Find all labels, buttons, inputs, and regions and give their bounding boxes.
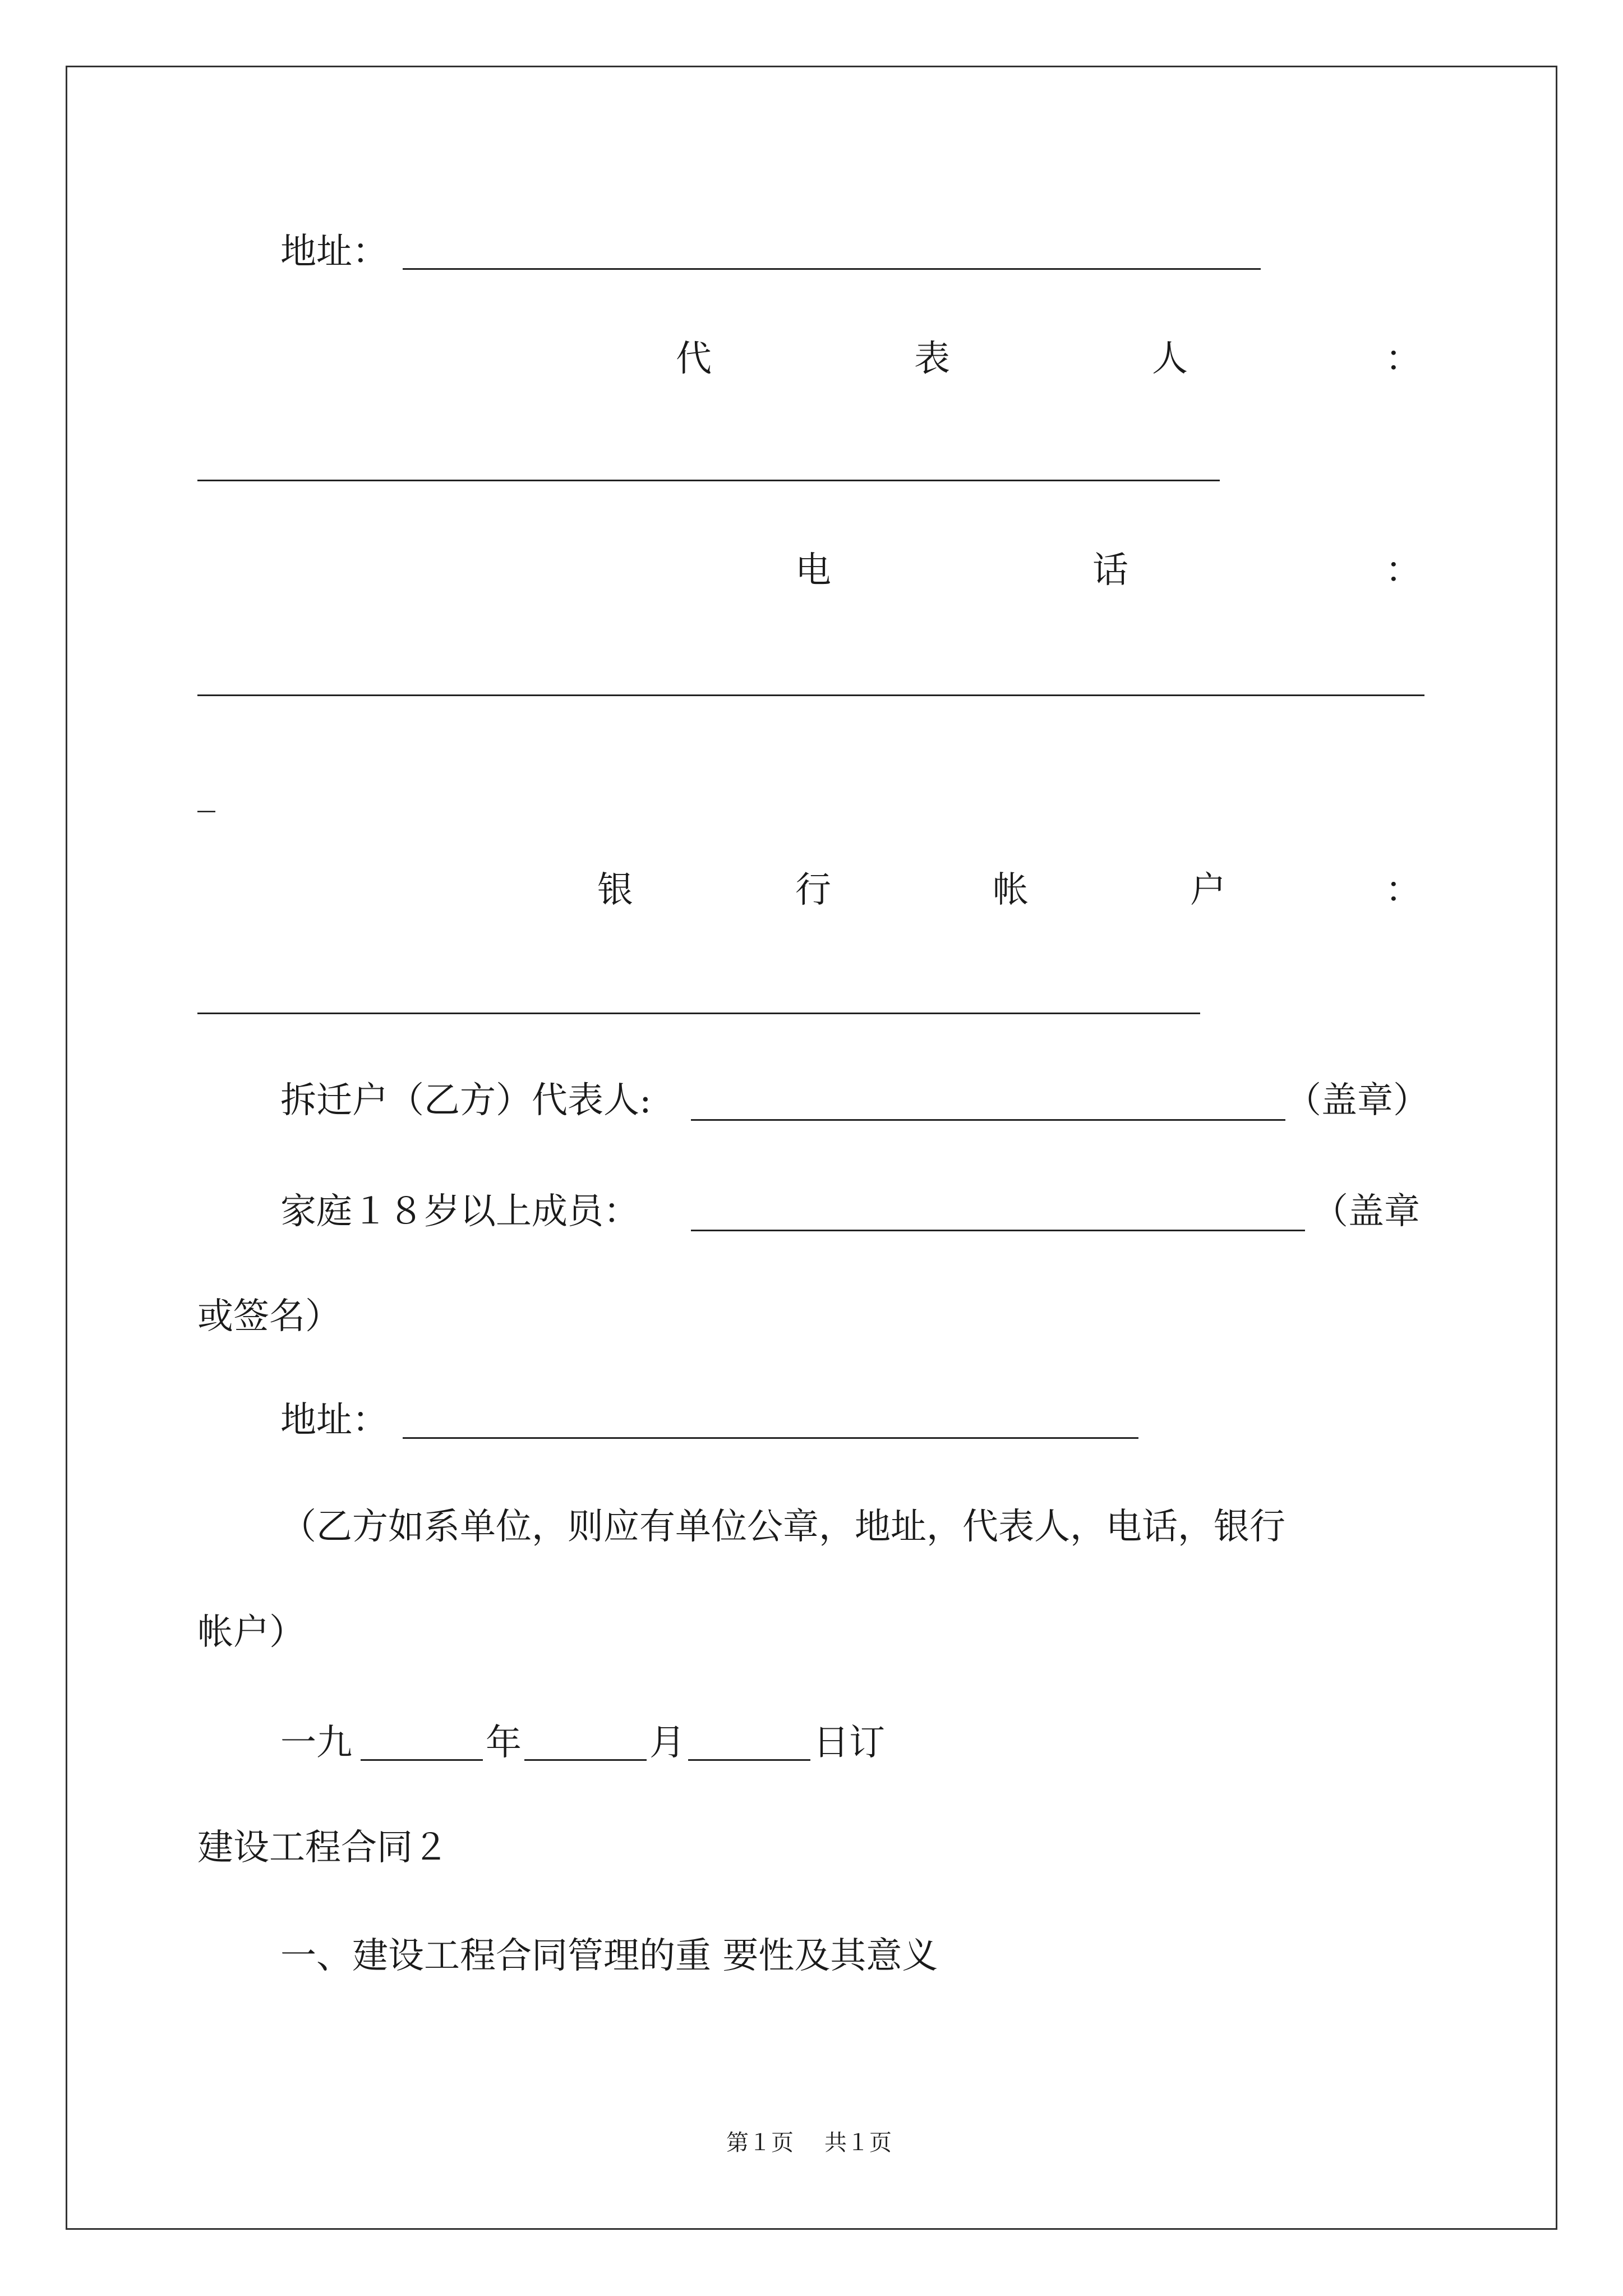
party-a-rep-colon: ： — [1385, 338, 1421, 380]
party-b-family-seal: （盖章 — [1312, 1191, 1420, 1232]
party-b-family-blank[interactable] — [691, 1230, 1305, 1231]
section-heading: 一、建设工程合同管理的重 要性及其意义 — [280, 1935, 938, 1977]
page-border — [66, 66, 1557, 2230]
party-b-note: （乙方如系单位，则应有单位公章，地址，代表人，电话，银行 — [280, 1506, 1285, 1548]
party-b-note-cont: 帐户） — [197, 1612, 305, 1653]
footer-page-current: 第１页 — [726, 2130, 794, 2156]
party-b-rep-label: 拆迁户（乙方）代表人: — [280, 1080, 652, 1121]
party-a-address-blank[interactable] — [403, 268, 1261, 270]
section-title: 建设工程合同２ — [197, 1827, 449, 1869]
party-a-bank-blank[interactable] — [197, 1013, 1200, 1014]
date-month-label: 月 — [649, 1722, 685, 1764]
party-a-bank-colon: ： — [1385, 869, 1421, 911]
date-prefix: 一九 — [280, 1722, 352, 1764]
party-a-phone-char: 电 — [795, 550, 831, 591]
party-a-rep-char: 表 — [914, 338, 950, 380]
party-a-rep-char: 代 — [676, 338, 712, 380]
party-a-bank-char: 行 — [795, 869, 831, 911]
party-b-address-label: 地址： — [280, 1400, 388, 1441]
party-a-bank-char: 户 — [1190, 869, 1226, 911]
party-b-address-blank[interactable] — [403, 1437, 1138, 1439]
party-a-phone-blank-wrap: _ — [197, 771, 215, 813]
date-year-blank[interactable] — [361, 1759, 483, 1761]
date-day-label: 日订 — [813, 1722, 885, 1764]
date-day-blank[interactable] — [688, 1759, 810, 1761]
date-month-blank[interactable] — [524, 1759, 647, 1761]
party-a-rep-blank[interactable] — [197, 480, 1220, 481]
party-b-family-seal-cont: 或签名） — [197, 1296, 341, 1337]
party-a-rep-char: 人 — [1152, 338, 1188, 380]
party-a-address-label: 地址： — [280, 231, 388, 273]
date-year-label: 年 — [486, 1722, 522, 1764]
party-a-phone-colon: ： — [1385, 550, 1421, 591]
party-a-phone-blank[interactable] — [197, 694, 1424, 696]
party-b-family-label: 家庭１８岁以上成员： — [280, 1191, 639, 1232]
party-a-phone-char: 话 — [1092, 550, 1128, 591]
party-b-rep-seal: （盖章） — [1285, 1080, 1429, 1121]
party-a-bank-char: 银 — [597, 869, 633, 911]
footer-page-total: 共１页 — [824, 2130, 892, 2156]
party-a-bank-char: 帐 — [993, 869, 1029, 911]
party-b-rep-blank[interactable] — [691, 1119, 1285, 1121]
